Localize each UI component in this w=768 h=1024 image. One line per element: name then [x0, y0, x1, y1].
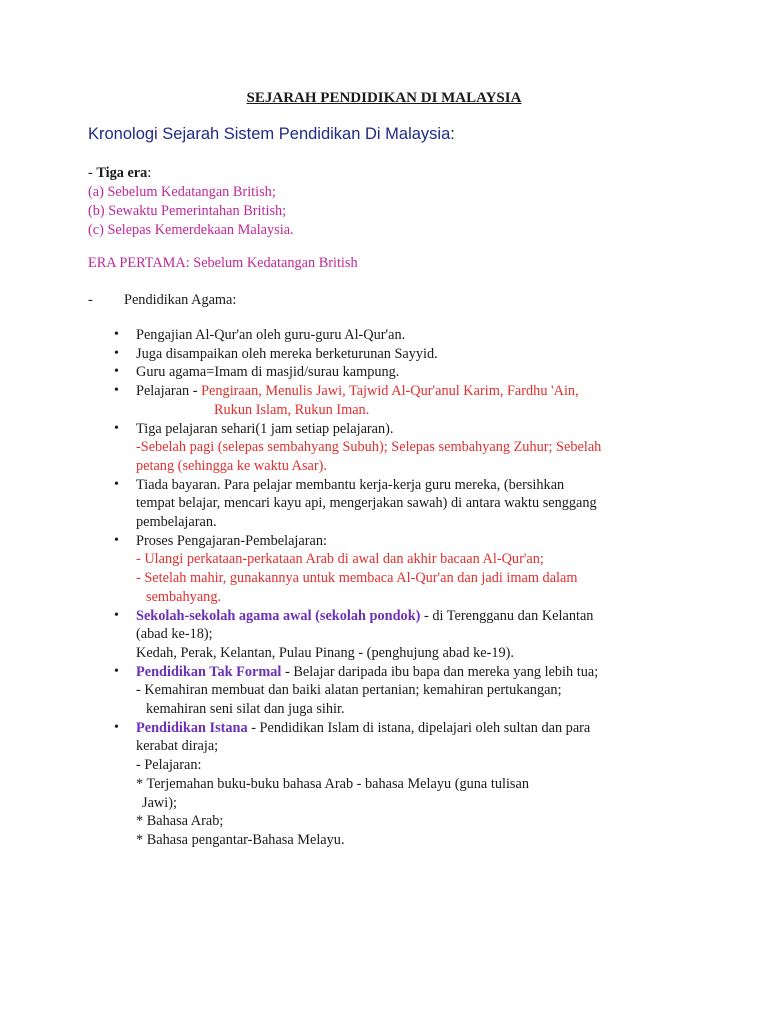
subtitle: Kronologi Sejarah Sistem Pendidikan Di Malaysia: [88, 125, 455, 143]
list-item: • Pengajian Al-Qur'an oleh guru-guru Al-Qur'an. [88, 326, 688, 345]
era-intro-heading: - Tiga era: [88, 165, 152, 181]
page-title: SEJARAH PENDIDIKAN DI MALAYSIA [246, 90, 522, 106]
list-item: • Pelajaran - Pengiraan, Menulis Jawi, Tajwid Al-Qur'anul Karim, Fardhu 'Ain, Rukun Islam, Rukun Iman. [88, 382, 688, 419]
list-item: • Tiada bayaran. Para pelajar membantu kerja-kerja guru mereka, (bersihkan tempat belajar, mencari kayu api, mengerjakan sawah) di antara waktu senggang pembelajaran. [88, 476, 688, 532]
list-item: • Pendidikan Istana - Pendidikan Islam di istana, dipelajari oleh sultan dan para kerabat diraja; - Pelajaran: * Terjemahan buku-buku bahasa Arab - bahasa Melayu (guna tulisan Jawi); * Bahasa Arab; * Bahasa pengantar-Bahasa Melayu. [88, 719, 688, 850]
pendidikan-agama-heading: - Pendidikan Agama: [88, 292, 237, 308]
era-item-b: (b) Sewaktu Pemerintahan British; [88, 203, 287, 219]
era-intro [88, 164, 294, 240]
list-item: • Proses Pengajaran-Pembelajaran: - Ulangi perkataan-perkataan Arab di awal dan akhir bacaan Al-Qur'an; - Setelah mahir, gunakannya untuk membaca Al-Qur'an dan jadi imam dalam sembahyang. [88, 532, 688, 607]
list-item: • Sekolah-sekolah agama awal (sekolah pondok) - di Terengganu dan Kelantan (abad ke-18); Kedah, Perak, Kelantan, Pulau Pinang - (penghujung abad ke-19). [88, 607, 688, 663]
bullet-list [88, 326, 688, 850]
era-pertama-heading: ERA PERTAMA: Sebelum Kedatangan British [88, 255, 358, 271]
era-item-a: (a) Sebelum Kedatangan British; [88, 184, 276, 200]
list-item: • Guru agama=Imam di masjid/surau kampung. [88, 363, 688, 382]
era-item-c: (c) Selepas Kemerdekaan Malaysia. [88, 222, 294, 238]
list-item: • Juga disampaikan oleh mereka berketurunan Sayyid. [88, 345, 688, 364]
list-item: • Pendidikan Tak Formal - Belajar daripada ibu bapa dan mereka yang lebih tua; - Kemahiran membuat dan baiki alatan pertanian; kemahiran pertukangan; kemahiran seni silat dan juga sihir. [88, 663, 688, 719]
list-item: • Tiga pelajaran sehari(1 jam setiap pelajaran). -Sebelah pagi (selepas sembahyang Subuh); Selepas sembahyang Zuhur; Sebelah petang (sehingga ke waktu Asar). [88, 420, 688, 476]
